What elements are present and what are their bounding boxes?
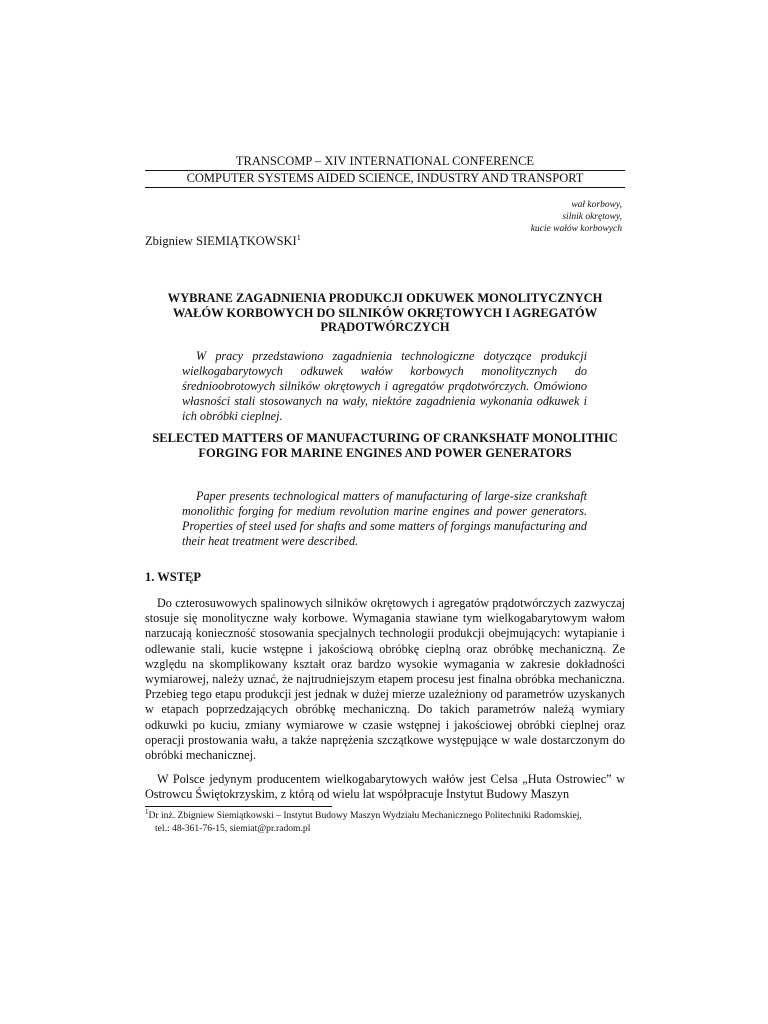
author <box>145 234 301 249</box>
author-footnote-mark: 1 <box>296 232 301 242</box>
footnote-affiliation <box>145 807 625 823</box>
keyword: kucie wałów korbowych <box>530 224 622 234</box>
abstract-polish: W pracy przedstawiono zagadnienia technologiczne dotyczące produkcji wielkogabarytowych odkuwek wałów korbowych monolitycznych do średnioobrotowych silników okrętowych i agregatów prądotwórczych. Omówiono własności stali stosowanych na wały, niektóre zagadnienia wykonania odkuwek i ich obróbki cieplnej. <box>182 349 587 423</box>
footnote <box>145 807 625 835</box>
abstract-english: Paper presents technological matters of manufacturing of large-size crankshaft monolithic forging for medium revolution marine engines and power generators. Properties of steel used for shafts and some matters of forgings manufacturing and their heat treatment were described. <box>182 489 587 548</box>
footnote-text: Dr inż. Zbigniew Siemiątkowski – Instytut Budowy Maszyn Wydziału Mechanicznego Politechniki Radomskiej, <box>148 810 582 821</box>
footnote-contact: tel.: 48-361-76-15, siemiat@pr.radom.pl <box>155 822 311 834</box>
header-rule-bottom <box>145 187 625 188</box>
keyword: silnik okrętowy, <box>562 212 622 222</box>
author-name: Zbigniew SIEMIĄTKOWSKI <box>145 234 297 248</box>
conference-title: TRANSCOMP – XIV INTERNATIONAL CONFERENCE <box>235 154 535 168</box>
keyword: wał korbowy, <box>571 200 622 210</box>
body-paragraph: Do czterosuwowych spalinowych silników okrętowych i agregatów prądotwórczych zazwyczaj stosuje się monolityczne wały korbowe. Wymagania stawiane tym wielkogabarytowym wałom narzucają konieczność stosowania specjalnych technologii produkcji obejmujących: wytapianie i odlewanie stali, kucie wstępne i jakościową obróbkę cieplną oraz obróbkę mechaniczną. Ze względu na skomplikowany kształt oraz bardzo wysokie wymagania w zakresie dokładności wymiarowej, należy uznać, że najtrudniejszym etapem procesu jest finalna obróbka mechaniczna. Przebieg tego etapu produkcji jest jednak w dużej mierze uzależniony od parametrów uzyskanych w etapach poprzedzających obróbkę mechaniczną. Do takich parametrów należą wymiary odkuwki po kuciu, zmiany wymiarowe w czasie wstępnej i jakościowej obróbki cieplnej oraz operacji prostowania wału, a także naprężenia szczątkowe występujące w wale dostarczonym do obróbki mechanicznej. <box>145 596 625 763</box>
paper-title-polish: WYBRANE ZAGADNIENIA PRODUKCJI ODKUWEK MONOLITYCZNYCH WAŁÓW KORBOWYCH DO SILNIKÓW OKRĘTOWYCH I AGREGATÓW PRĄDOTWÓRCZYCH <box>167 291 603 334</box>
body-paragraph: W Polsce jedynym producentem wielkogabarytowych wałów jest Celsa „Huta Ostrowiec” w Ostrowcu Świętokrzyskim, z którą od wielu lat współpracuje Instytut Budowy Maszyn <box>145 772 625 802</box>
footnote-rule <box>145 806 332 807</box>
keywords <box>531 199 622 235</box>
conference-subtitle: COMPUTER SYSTEMS AIDED SCIENCE, INDUSTRY AND TRANSPORT <box>186 171 584 185</box>
footnote-mark: 1 <box>145 807 149 816</box>
section-heading: 1. WSTĘP <box>145 570 202 584</box>
paper-title-english: SELECTED MATTERS OF MANUFACTURING OF CRANKSHATF MONOLITHIC FORGING FOR MARINE ENGINES AND POWER GENERATORS <box>152 431 618 460</box>
